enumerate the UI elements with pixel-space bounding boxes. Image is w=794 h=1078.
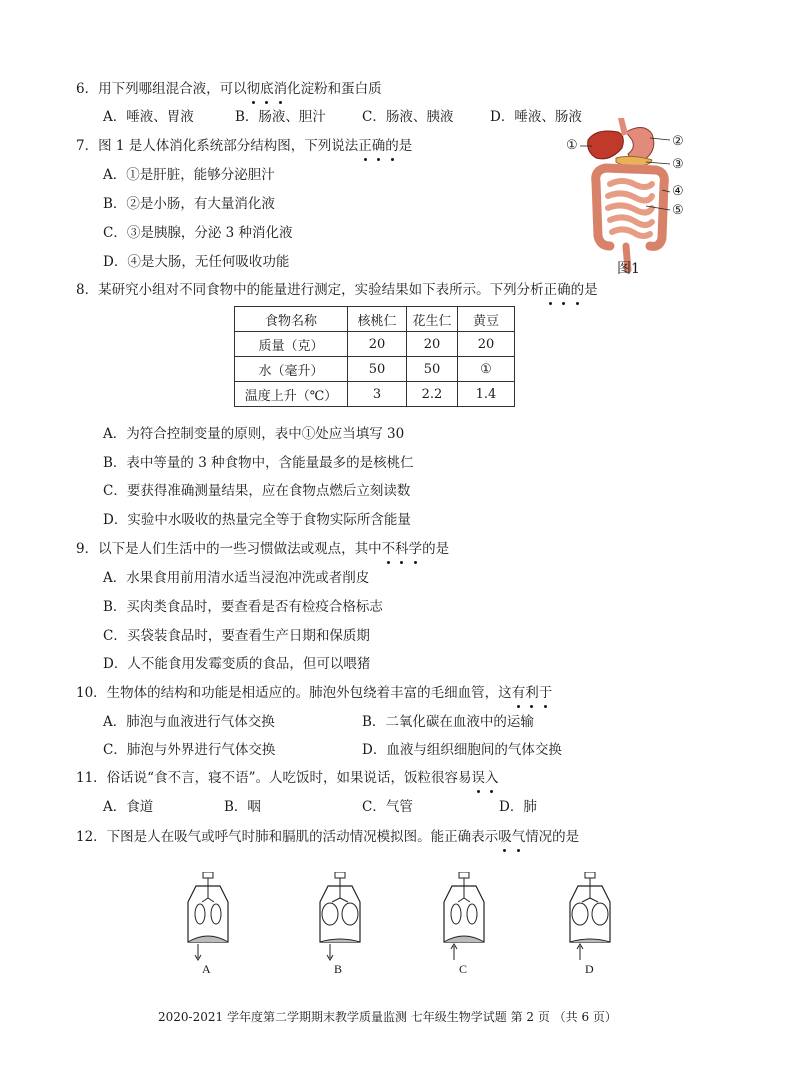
q9-option-b: B．买肉类食品时，要查看是否有检疫合格标志 <box>103 599 383 615</box>
question-12-stem <box>76 828 579 846</box>
stem-text: 10．生物体的结构和功能是相适应的。肺泡外包绕着丰富的毛细血管，这 <box>76 685 512 701</box>
stem-text: 6．用下列哪组混合液，可以 <box>76 81 247 97</box>
table-cell: 3 <box>348 382 407 407</box>
table-cell: 水（毫升） <box>235 357 348 382</box>
model-label-c: C <box>459 962 468 976</box>
q9-option-a: A．水果食用前用清水适当浸泡冲洗或者削皮 <box>103 570 370 586</box>
model-label-b: B <box>334 962 343 976</box>
energy-table <box>234 306 515 407</box>
marker-3: ③ <box>672 157 684 172</box>
marker-2: ② <box>672 134 684 149</box>
emphasis-char: 利 <box>525 685 539 701</box>
q8-option-d: D．实验中水吸收的热量完全等于食物实际所含能量 <box>103 512 411 528</box>
table-cell: 20 <box>458 332 515 357</box>
table-row <box>235 332 515 357</box>
q6-option-a: A．唾液、胃液 <box>103 109 194 125</box>
stem-text: 7．图 1 是人体消化系统部分结构图，下列说法 <box>76 138 359 154</box>
question-7-stem <box>76 137 412 155</box>
q6-option-b: B．肠液、胆汁 <box>235 109 326 125</box>
stem-text: 11．俗话说“食不言，寝不语”。人吃饭时，如果说话，饭粒很容易 <box>76 770 472 786</box>
emphasis-char: 正 <box>358 138 372 154</box>
table-cell: 2.2 <box>407 382 458 407</box>
question-8-stem <box>76 281 598 299</box>
q11-option-b: B．咽 <box>224 799 261 815</box>
question-9-stem <box>76 540 449 558</box>
q7-option-a: A．①是肝脏，能够分泌胆汁 <box>103 167 275 183</box>
emphasis-char: 于 <box>538 685 553 701</box>
table-header: 花生仁 <box>407 307 458 332</box>
q8-option-b: B．表中等量的 3 种食物中，含能量最多的是核桃仁 <box>103 455 414 471</box>
emphasis-char: 底 <box>260 81 274 97</box>
stem-text: 情况的是 <box>525 829 580 845</box>
table-cell: 20 <box>348 332 407 357</box>
table-header-row <box>235 307 515 332</box>
emphasis-char: 确 <box>371 138 386 154</box>
table-cell: 50 <box>348 357 407 382</box>
question-6-stem <box>76 80 382 98</box>
q11-option-c: C．气管 <box>362 799 413 815</box>
q7-option-c: C．③是胰腺，分泌 3 种消化液 <box>103 225 293 241</box>
emphasis-char: 确 <box>557 282 571 298</box>
q6-option-c: C．肠液、胰液 <box>362 109 454 125</box>
stem-text: 是 <box>398 138 413 154</box>
table-row <box>235 357 515 382</box>
page-footer: 2020-2021 学年度第二学期期末教学质量监测 七年级生物学试题 第 2 页 （共 6 页） <box>158 1010 617 1024</box>
figure-1-label: 图1 <box>617 261 640 277</box>
emphasis-char: 的 <box>385 138 399 154</box>
emphasis-char: 彻 <box>246 81 261 97</box>
emphasis-char: 吸 <box>498 829 512 845</box>
stem-text: 9．以下是人们生活中的一些习惯做法或观点，其中 <box>76 541 382 557</box>
table-cell: 20 <box>407 332 458 357</box>
q7-option-b: B．②是小肠，有大量消化液 <box>103 196 275 212</box>
marker-1: ① <box>566 138 578 153</box>
table-cell: 50 <box>407 357 458 382</box>
table-header: 食物名称 <box>235 307 348 332</box>
q9-option-c: C．买袋装食品时，要查看生产日期和保质期 <box>103 628 370 644</box>
q11-option-a: A．食道 <box>103 799 154 815</box>
table-header: 黄豆 <box>458 307 515 332</box>
q6-option-d: D．唾液、肠液 <box>490 109 582 125</box>
q10-option-c: C．肺泡与外界进行气体交换 <box>103 742 276 758</box>
stem-text: 的是 <box>422 541 450 557</box>
table-row <box>235 382 515 407</box>
stem-text: 是 <box>584 282 598 298</box>
q11-option-d: D．肺 <box>499 799 537 815</box>
emphasis-char: 入 <box>484 770 499 786</box>
table-cell: ① <box>458 357 515 382</box>
model-label-d: D <box>585 962 594 976</box>
q8-option-c: C．要获得准确测量结果，应在食物点燃后立刻读数 <box>103 483 411 499</box>
emphasis-char: 的 <box>570 282 585 298</box>
emphasis-char: 正 <box>543 282 558 298</box>
emphasis-char: 科 <box>395 541 409 557</box>
stem-text: 8．某研究小组对不同食物中的能量进行测定，实验结果如下表所示。下列分析 <box>76 282 544 298</box>
stem-text: 化淀粉和蛋白质 <box>287 81 382 97</box>
emphasis-char: 有 <box>511 685 526 701</box>
emphasis-char: 学 <box>408 541 423 557</box>
stem-text: 12．下图是人在吸气或呼气时肺和膈肌的活动情况模拟图。能正确表示 <box>76 829 499 845</box>
q7-option-d: D．④是大肠，无任何吸收功能 <box>103 254 290 270</box>
question-11-stem <box>76 769 498 787</box>
q10-option-a: A．肺泡与血液进行气体交换 <box>103 714 275 730</box>
marker-4: ④ <box>672 184 684 199</box>
table-cell: 质量（克） <box>235 332 348 357</box>
emphasis-char: 消 <box>273 81 288 97</box>
q8-option-a: A．为符合控制变量的原则，表中①处应当填写 30 <box>103 426 405 442</box>
emphasis-char: 不 <box>381 541 396 557</box>
emphasis-char: 气 <box>511 829 526 845</box>
emphasis-char: 误 <box>471 770 485 786</box>
question-10-stem <box>76 684 552 702</box>
model-label-a: A <box>202 962 211 976</box>
q9-option-d: D．人不能食用发霉变质的食品，但可以喂猪 <box>103 656 371 672</box>
marker-5: ⑤ <box>672 203 684 218</box>
table-cell: 1.4 <box>458 382 515 407</box>
table-header: 核桃仁 <box>348 307 407 332</box>
q10-option-b: B．二氧化碳在血液中的运输 <box>362 714 534 730</box>
q10-option-d: D．血液与组织细胞间的气体交换 <box>362 742 562 758</box>
table-cell: 温度上升（℃） <box>235 382 348 407</box>
